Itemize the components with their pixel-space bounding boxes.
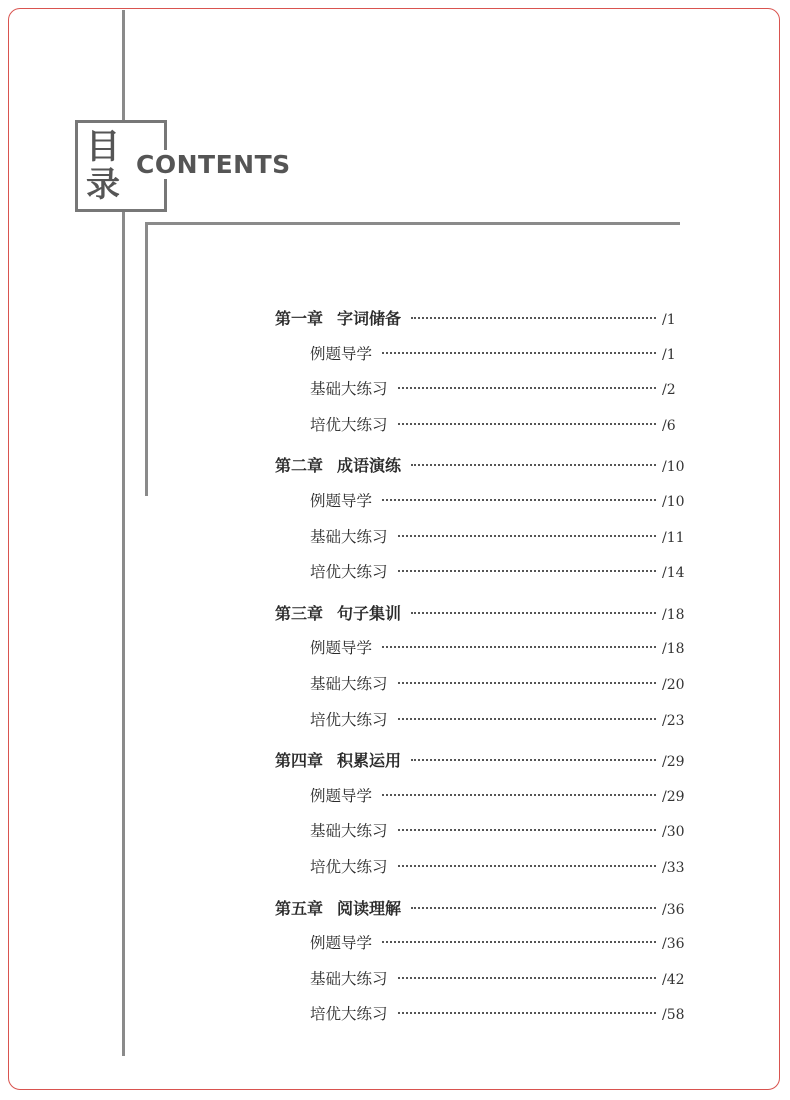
dot-leader [411,612,656,614]
dot-leader [398,387,656,389]
section-page-number: /2 [662,382,676,399]
dot-leader [411,907,656,909]
section-title: 培优大练习 [310,710,388,729]
chapter-label [275,453,405,476]
section-title: 培优大练习 [310,858,388,876]
toc-section-row[interactable] [310,636,688,664]
section-title: 基础大练习 [310,675,388,693]
section-page-number: /29 [662,788,685,805]
section-title: 基础大练习 [310,527,388,546]
dot-leader [382,499,656,501]
dot-leader [382,646,656,648]
toc-chapter-row[interactable] [275,748,688,776]
section-title: 培优大练习 [310,415,388,434]
chapter-page-number: /29 [662,754,685,771]
section-page-number: /6 [662,417,676,434]
toc-chapter-row[interactable] [275,306,688,334]
section-page-number: /36 [662,936,685,953]
dot-leader [382,794,656,796]
section-title: 例题导学 [310,639,373,658]
dot-leader [382,352,656,354]
section-title: 基础大练习 [310,822,388,841]
dot-leader [398,423,656,425]
dot-leader [398,865,656,867]
section-page-number: /10 [662,494,685,510]
dot-leader [398,1012,656,1014]
dot-leader [411,759,656,761]
toc-chapter-row[interactable] [275,601,688,629]
toc-section-row[interactable] [310,525,688,553]
chapter-number: 第四章 [275,751,324,771]
toc-section-row[interactable] [310,708,688,736]
section-page-number: /18 [662,641,685,658]
chapter-title: 句子集训 [337,603,402,623]
toc-section-row[interactable] [310,855,688,883]
toc-section-row[interactable] [310,967,688,995]
section-title: 基础大练习 [310,969,388,988]
toc-chapter-row[interactable] [275,453,688,481]
section-title: 例题导学 [310,786,373,805]
chapter-title: 字词储备 [337,309,402,328]
section-page-number: /23 [662,712,685,729]
toc-section-row[interactable] [310,931,688,959]
chapter-page-number: /18 [662,606,685,623]
toc-section-row[interactable] [310,342,688,370]
toc-section-row[interactable] [310,377,688,405]
chapter-page-number: /36 [662,901,685,918]
chapter-label [275,748,405,771]
toc-section-row[interactable] [310,489,688,517]
section-page-number: /14 [662,565,685,582]
chapter-number: 第一章 [275,309,324,328]
section-page-number: /11 [662,529,685,546]
section-page-number: /1 [662,346,676,363]
chapter-page-number: /10 [662,459,685,476]
chapter-number: 第二章 [275,456,324,476]
dot-leader [398,682,656,684]
toc-section-row[interactable] [310,672,688,700]
section-title: 基础大练习 [310,380,388,399]
decorative-corner-vertical [145,222,148,496]
section-page-number: /30 [662,824,685,841]
toc-section-row[interactable] [310,819,688,847]
dot-leader [398,829,656,831]
chapter-title: 阅读理解 [337,898,402,918]
dot-leader [398,718,656,720]
dot-leader [411,317,656,319]
section-title: 培优大练习 [310,563,388,582]
dot-leader [398,977,656,979]
section-title: 培优大练习 [310,1005,388,1024]
toc-chapter-row[interactable] [275,896,688,924]
section-page-number: /33 [662,860,685,876]
dot-leader [411,464,656,466]
chapter-label [275,306,405,329]
chapter-title: 积累运用 [337,751,402,771]
chapter-title: 成语演练 [337,456,402,476]
chapter-number: 第五章 [275,898,324,918]
chapter-label [275,896,405,919]
heading-title-cn: 目录 [78,128,128,204]
section-page-number: /20 [662,677,685,693]
section-title: 例题导学 [310,344,373,363]
section-title: 例题导学 [310,492,373,510]
toc-section-row[interactable] [310,784,688,812]
section-title: 例题导学 [310,934,373,953]
chapter-page-number: /1 [662,312,676,328]
heading-title-en: CONTENTS [136,150,295,179]
chapter-label [275,601,405,624]
toc-section-row[interactable] [310,1002,688,1030]
toc-section-row[interactable] [310,560,688,588]
chapter-number: 第三章 [275,603,324,623]
dot-leader [398,535,656,537]
decorative-corner-horizontal [145,222,680,225]
section-page-number: /42 [662,971,685,988]
dot-leader [382,941,656,943]
section-page-number: /58 [662,1007,685,1024]
toc-section-row[interactable] [310,413,688,441]
dot-leader [398,570,656,572]
